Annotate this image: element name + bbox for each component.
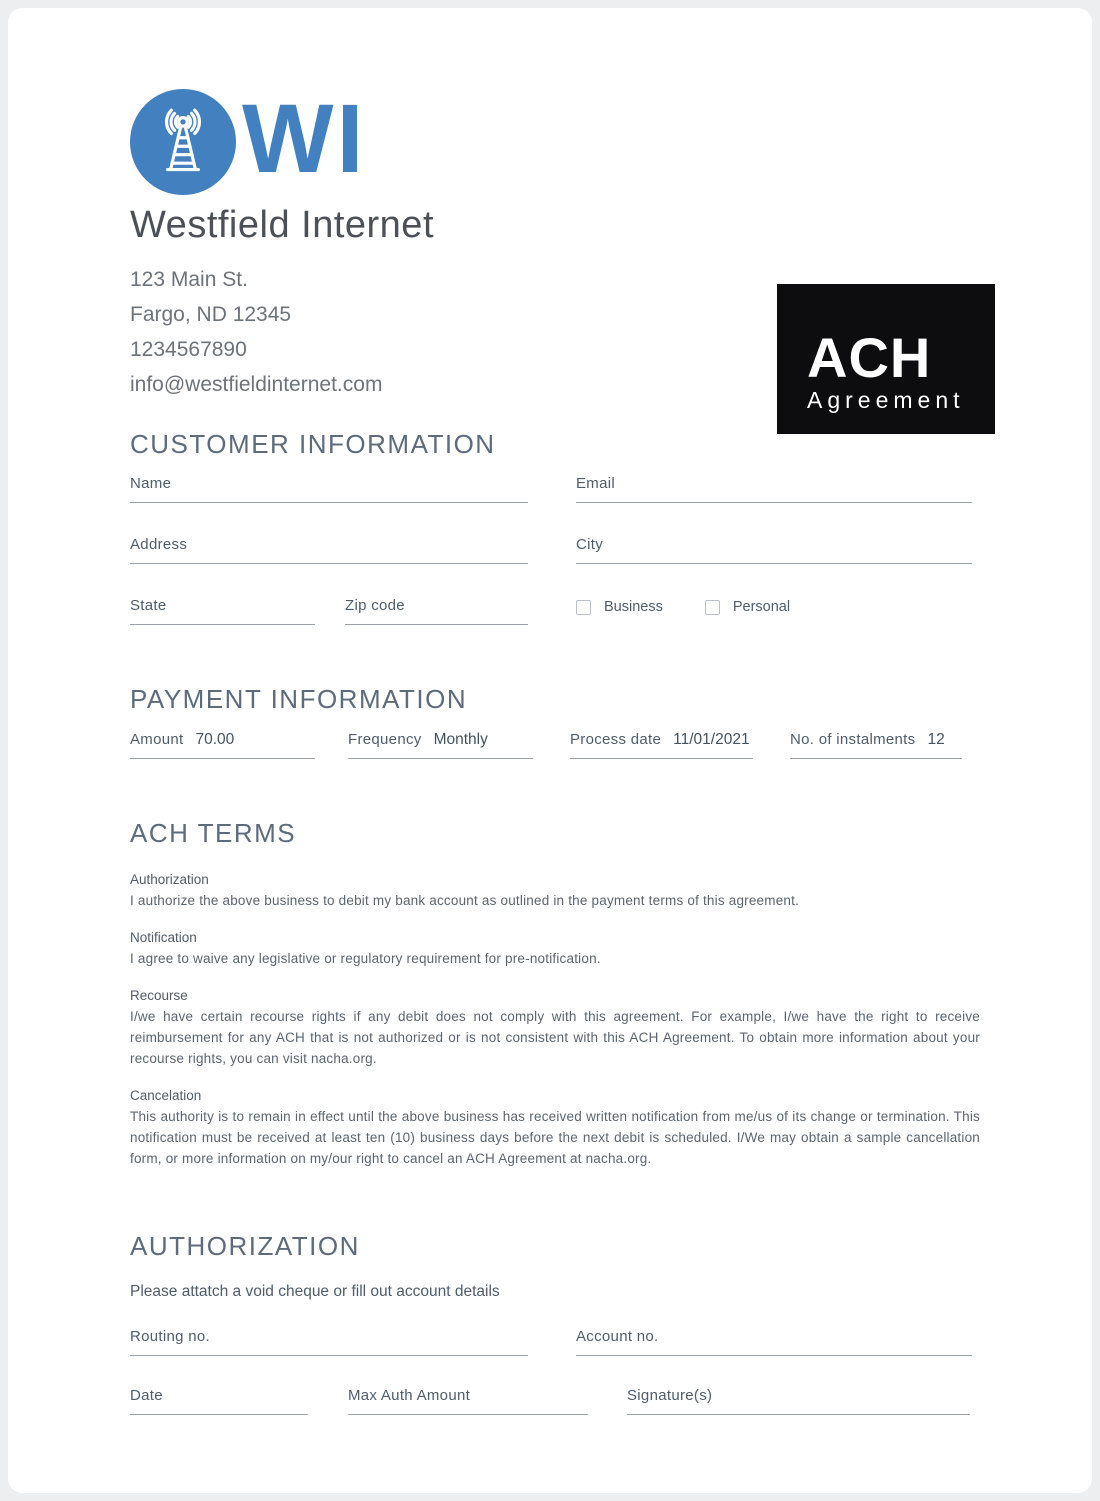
terms-title-authorization: Authorization [130, 872, 209, 887]
zip-code-label: Zip code [345, 597, 405, 614]
ach-agreement-badge [777, 284, 995, 434]
logo-monogram: WI [242, 83, 367, 193]
city-field[interactable] [576, 536, 972, 564]
frequency-value: Monthly [433, 731, 488, 748]
process-date-label: Process date [570, 731, 662, 748]
badge-subtitle: Agreement [807, 387, 965, 413]
frequency-label: Frequency [348, 731, 422, 748]
customer-information-heading: CUSTOMER INFORMATION [130, 429, 496, 459]
terms-section-notification [130, 927, 980, 969]
signature-field[interactable] [627, 1387, 970, 1415]
business-checkbox[interactable] [576, 600, 591, 615]
terms-title-cancelation: Cancelation [130, 1088, 202, 1103]
max-auth-amount-label: Max Auth Amount [348, 1387, 471, 1404]
date-field[interactable] [130, 1387, 308, 1415]
personal-checkbox-item[interactable] [705, 599, 790, 615]
routing-number-label: Routing no. [130, 1328, 211, 1345]
process-date-value: 11/01/2021 [673, 731, 750, 748]
instalments-field[interactable] [790, 731, 962, 759]
ach-terms-heading: ACH TERMS [130, 818, 297, 848]
terms-body-notification: I agree to waive any legislative or regulatory requirement for pre-notification. [130, 951, 601, 966]
badge-title: ACH [807, 325, 932, 389]
zip-code-field[interactable] [345, 597, 528, 625]
amount-field[interactable] [130, 731, 315, 759]
customer-row-name-email [130, 475, 980, 503]
company-name: Westfield Internet [130, 204, 435, 246]
date-amount-signature-row [130, 1387, 980, 1415]
instalments-value: 12 [927, 731, 945, 748]
account-type-group [576, 597, 972, 625]
state-field[interactable] [130, 597, 315, 625]
instalments-label: No. of instalments [790, 731, 916, 748]
terms-title-notification: Notification [130, 930, 197, 945]
terms-body-cancelation: This authority is to remain in effect until the above business has received written notification from me/us of its change or termination. This notification must be received at least ten (10) business days before the next debit is scheduled. I/We may obtain a sample cancellation form, or more information on my/our right to cancel an ACH Agreement at nacha.org. [130, 1109, 980, 1166]
process-date-field[interactable] [570, 731, 753, 759]
personal-checkbox[interactable] [705, 600, 720, 615]
signature-label: Signature(s) [627, 1387, 713, 1404]
terms-title-recourse: Recourse [130, 988, 188, 1003]
email-field[interactable] [576, 475, 972, 503]
payment-information-heading: PAYMENT INFORMATION [130, 684, 468, 714]
terms-body-recourse: I/we have certain recourse rights if any debit does not comply with this agreement. For example, I/we have the right to receive reimbursement for any ACH that is not authorized or is not consistent with this ACH Agreement. To obtain more information about your recourse rights, you can visit nacha.org. [130, 1009, 980, 1066]
max-auth-amount-field[interactable] [348, 1387, 588, 1415]
frequency-field[interactable] [348, 731, 533, 759]
name-field[interactable] [130, 475, 528, 503]
date-label: Date [130, 1387, 163, 1404]
amount-label: Amount [130, 731, 184, 748]
document-card [8, 8, 1092, 1493]
account-number-field[interactable] [576, 1328, 972, 1356]
routing-number-field[interactable] [130, 1328, 528, 1356]
city-label: City [576, 536, 604, 553]
company-email: info@westfieldinternet.com [130, 373, 383, 396]
amount-value: 70.00 [195, 731, 235, 748]
payment-fields-row [130, 731, 980, 759]
document-content [8, 83, 1092, 1493]
email-label: Email [576, 475, 616, 492]
terms-section-authorization [130, 869, 980, 911]
business-checkbox-item[interactable] [576, 599, 663, 615]
state-zip-subrow [130, 597, 528, 625]
company-city: Fargo, ND 12345 [130, 303, 292, 326]
address-field[interactable] [130, 536, 528, 564]
company-phone: 1234567890 [130, 338, 247, 361]
company-street: 123 Main St. [130, 268, 248, 291]
business-checkbox-label: Business [604, 599, 663, 615]
radio-tower-icon [130, 89, 236, 195]
terms-section-cancelation [130, 1085, 980, 1169]
authorization-heading: AUTHORIZATION [130, 1231, 360, 1261]
customer-row-address-city [130, 536, 980, 564]
account-number-label: Account no. [576, 1328, 659, 1345]
routing-account-row [130, 1328, 980, 1356]
personal-checkbox-label: Personal [732, 599, 791, 615]
logo-row [130, 83, 980, 196]
terms-section-recourse [130, 985, 980, 1069]
terms-body-authorization: I authorize the above business to debit my bank account as outlined in the payment terms of this agreement. [130, 893, 800, 908]
name-label: Name [130, 475, 172, 492]
authorization-note: Please attatch a void cheque or fill out account details [130, 1283, 500, 1300]
customer-row-state-zip-type [130, 597, 980, 625]
state-label: State [130, 597, 167, 614]
address-label: Address [130, 536, 188, 553]
